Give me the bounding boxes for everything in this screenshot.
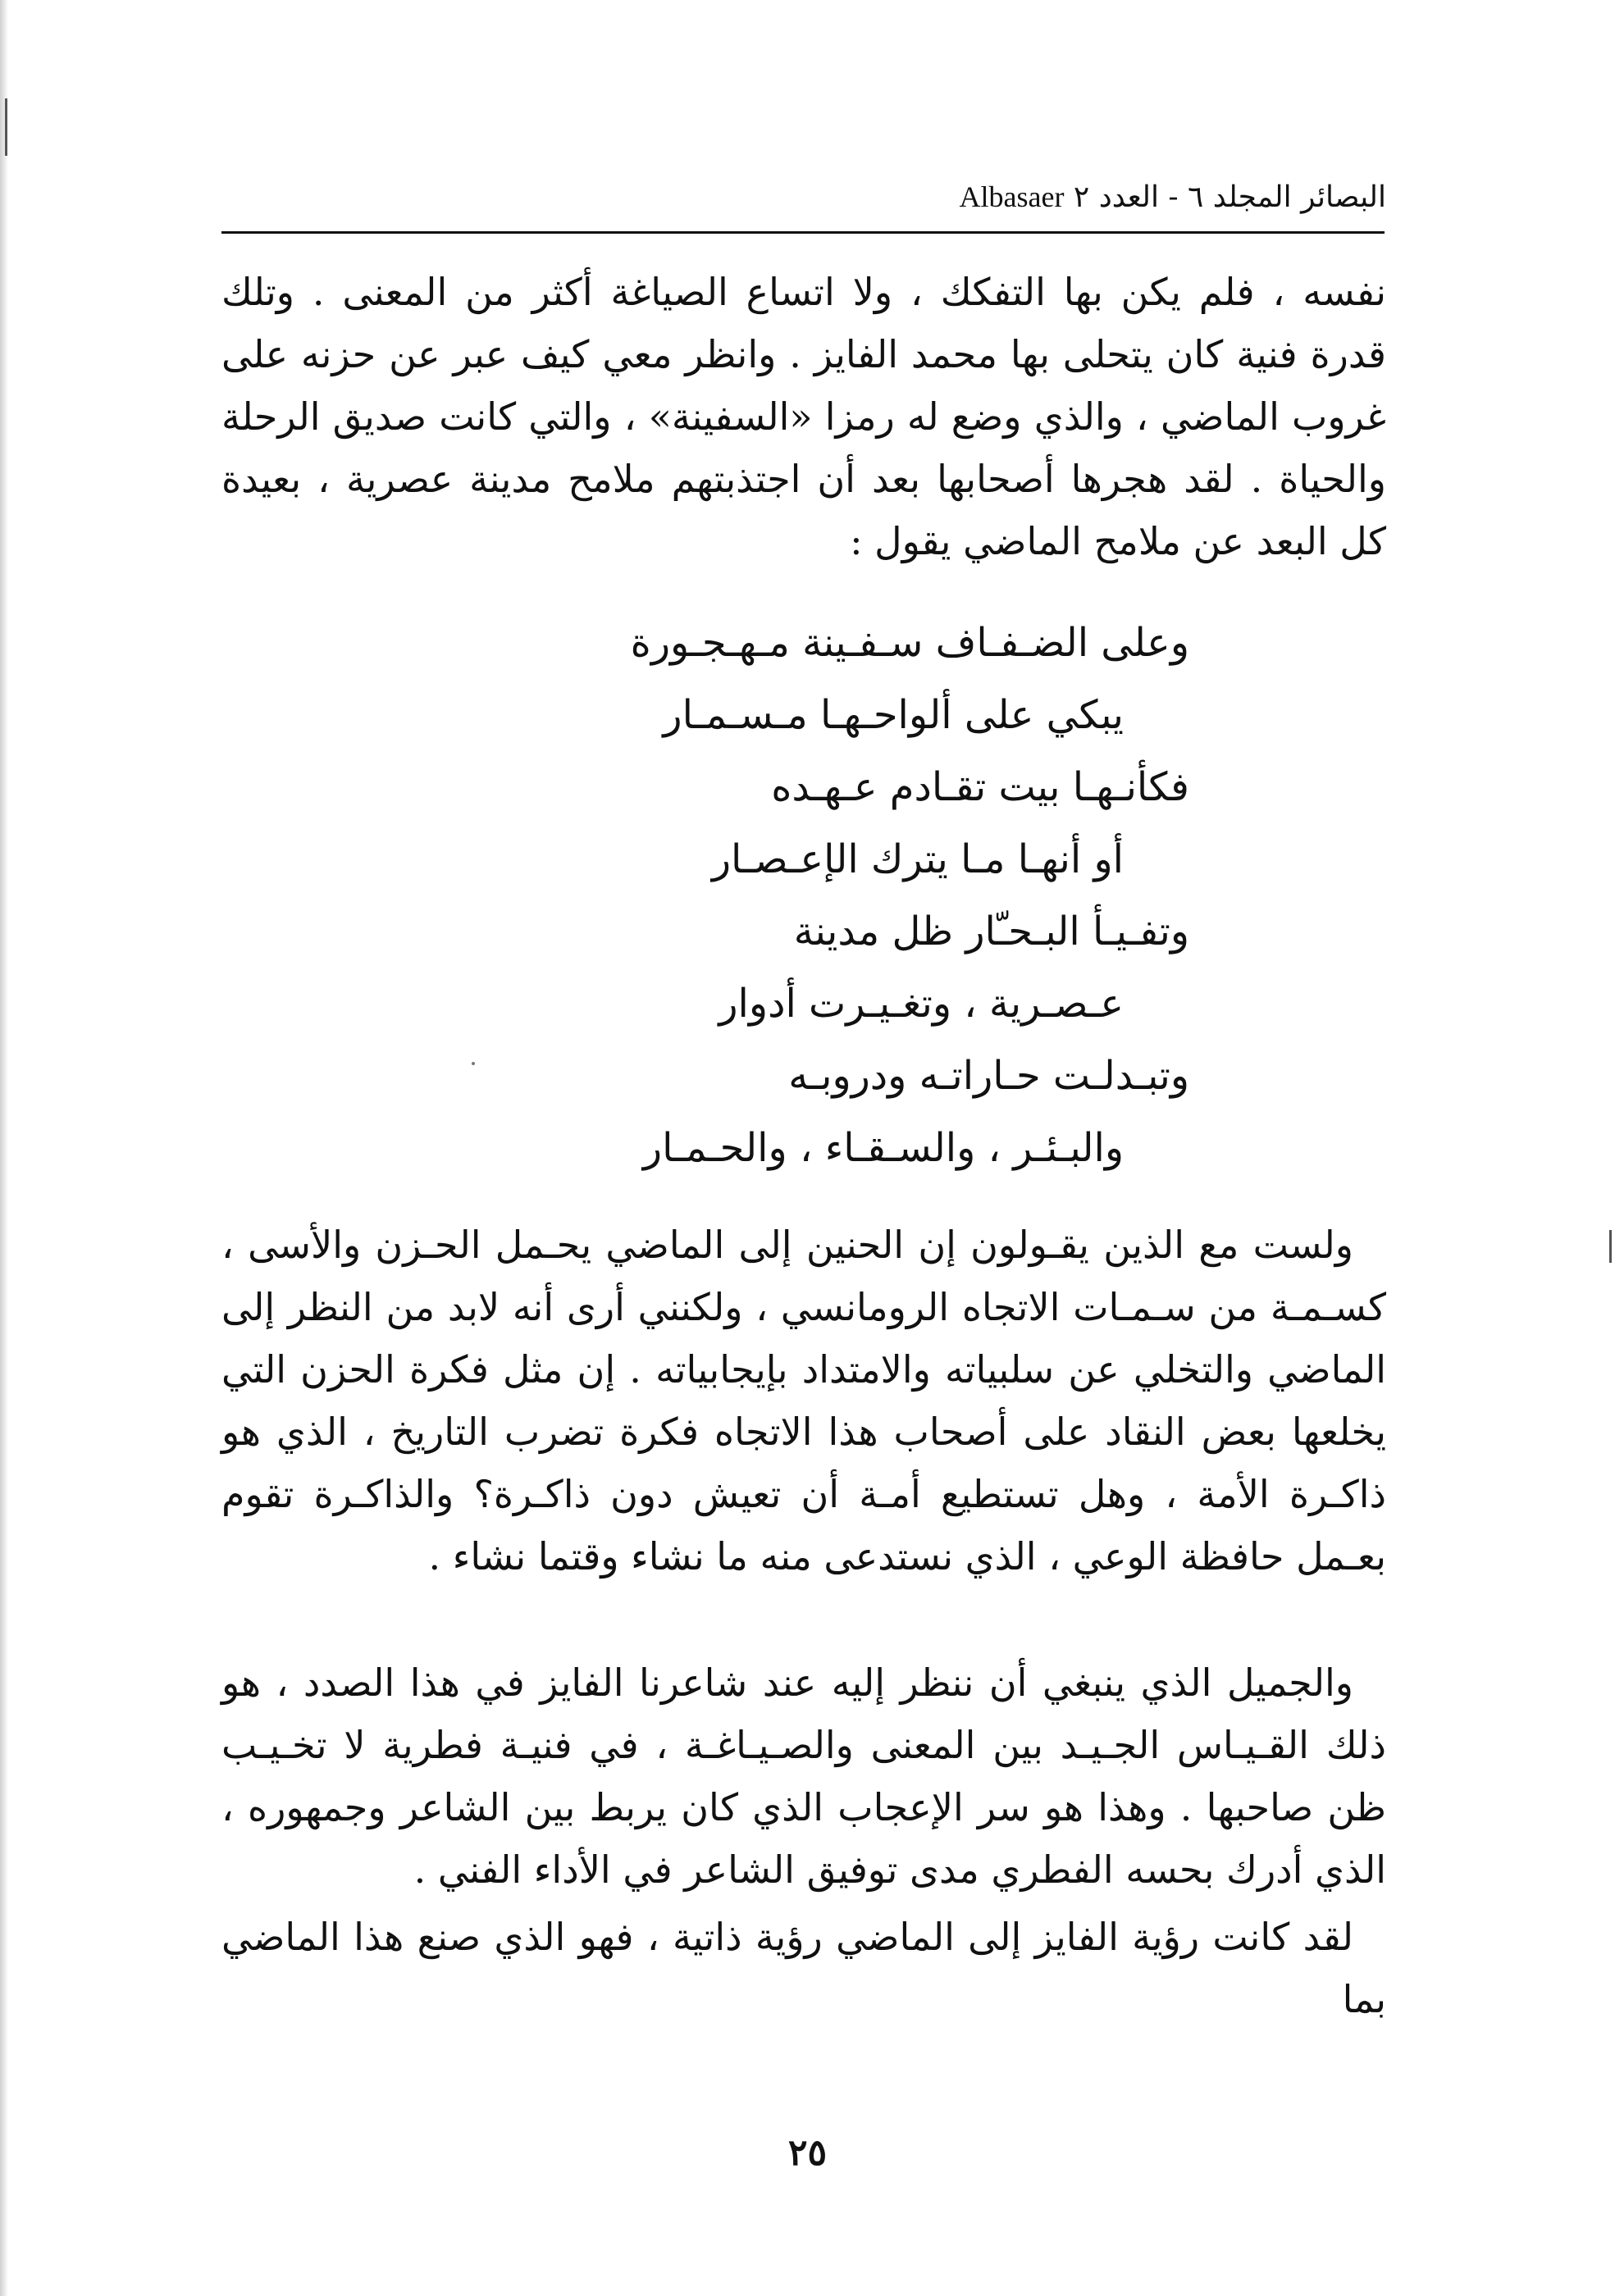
paragraph-3 bbox=[221, 1651, 1386, 1901]
poem-line-1: وعلى الضـفـاف سـفـينة مـهـجـورة bbox=[630, 620, 1189, 666]
poem-line-3: فكأنـهـا بيت تقـادم عـهـده bbox=[771, 764, 1189, 810]
paragraph-1-text: نفسه ، فلم يكن بها التفكك ، ولا اتساع الصياغة أكثر من المعنى . وتلك قدرة فنية كان يتحلى بها محمد الفايز . وانظر معي كيف عبر عن حزنه على غروب الماضي ، والذي وضع له رمزا «السفينة» ، والتي كانت صديق الرحلة والحياة . لقد هجرها أصحابها بعد أن اجتذبتهم ملامح مدينة عصرية ، بعيدة كل البعد عن ملامح الماضي يقول : bbox=[221, 270, 1386, 563]
scan-mark-top bbox=[5, 98, 7, 156]
header-rule bbox=[221, 231, 1385, 234]
paragraph-1 bbox=[221, 261, 1386, 572]
paragraph-2 bbox=[221, 1214, 1386, 1588]
header-latin: Albasaer bbox=[959, 180, 1065, 213]
paragraph-4-text: لقد كانت رؤية الفايز إلى الماضي رؤية ذاتية ، فهو الذي صنع هذا الماضي بما bbox=[221, 1915, 1386, 2021]
scan-speck bbox=[472, 1062, 475, 1065]
poem-line-5: وتفـيـأ البـحـّار ظل مدينة bbox=[793, 909, 1189, 954]
paragraph-2-text: ولست مع الذين يقـولون إن الحنين إلى الماضي يحـمل الحـزن والأسى ، كسـمـة من سـمـات الاتجاه الرومانسي ، ولكنني أرى أنه لابد من النظر إلى الماضي والتخلي عن سلبياته والامتداد بإيجابياته . إن مثل فكرة الحزن التي يخلعها بعض النقاد على أصحاب هذا الاتجاه فكرة تضرب التاريخ ، الذي هو ذاكـرة الأمة ، وهل تستطيع أمـة أن تعيش دون ذاكـرة؟ والذاكـرة تقوم بعـمل حافظة الوعي ، الذي نستدعى منه ما نشاء وقتما نشاء . bbox=[221, 1223, 1386, 1578]
poem-line-4: أو أنهـا مـا يترك الإعـصـار bbox=[711, 836, 1124, 882]
paragraph-4 bbox=[221, 1906, 1386, 2030]
poem-line-7: وتبـدلـت حـاراتـه ودروبـه bbox=[788, 1053, 1189, 1099]
poem bbox=[410, 607, 1189, 1184]
poem-line-8: والبـئـر ، والسـقـاء ، والحـمـار bbox=[642, 1125, 1124, 1171]
poem-line-6: عـصـرية ، وتغـيـرت أدوار bbox=[719, 981, 1124, 1027]
poem-line-2: يبكي على ألواحـهـا مـسـمـار bbox=[663, 692, 1124, 738]
header-text bbox=[960, 172, 1386, 222]
header-arabic: البصائر المجلد ٦ - العدد ٢ bbox=[1073, 180, 1386, 214]
paragraph-3-text: والجميل الذي ينبغي أن ننظر إليه عند شاعرنا الفايز في هذا الصدد ، هو ذلك القـيـاس الجـيـد بين المعنى والصـيـاغـة ، في فنيـة فطرية لا تخـيـب ظن صاحبها . وهذا هو سر الإعجاب الذي كان يربط بين الشاعر وجمهوره ، الذي أدرك بحسه الفطري مدى توفيق الشاعر في الأداء الفني . bbox=[221, 1660, 1386, 1892]
page-number: ٢٥ bbox=[787, 2132, 828, 2174]
scan-mark-right bbox=[1609, 1230, 1612, 1263]
scan-edge-shadow bbox=[0, 0, 8, 2296]
running-header bbox=[221, 172, 1386, 221]
